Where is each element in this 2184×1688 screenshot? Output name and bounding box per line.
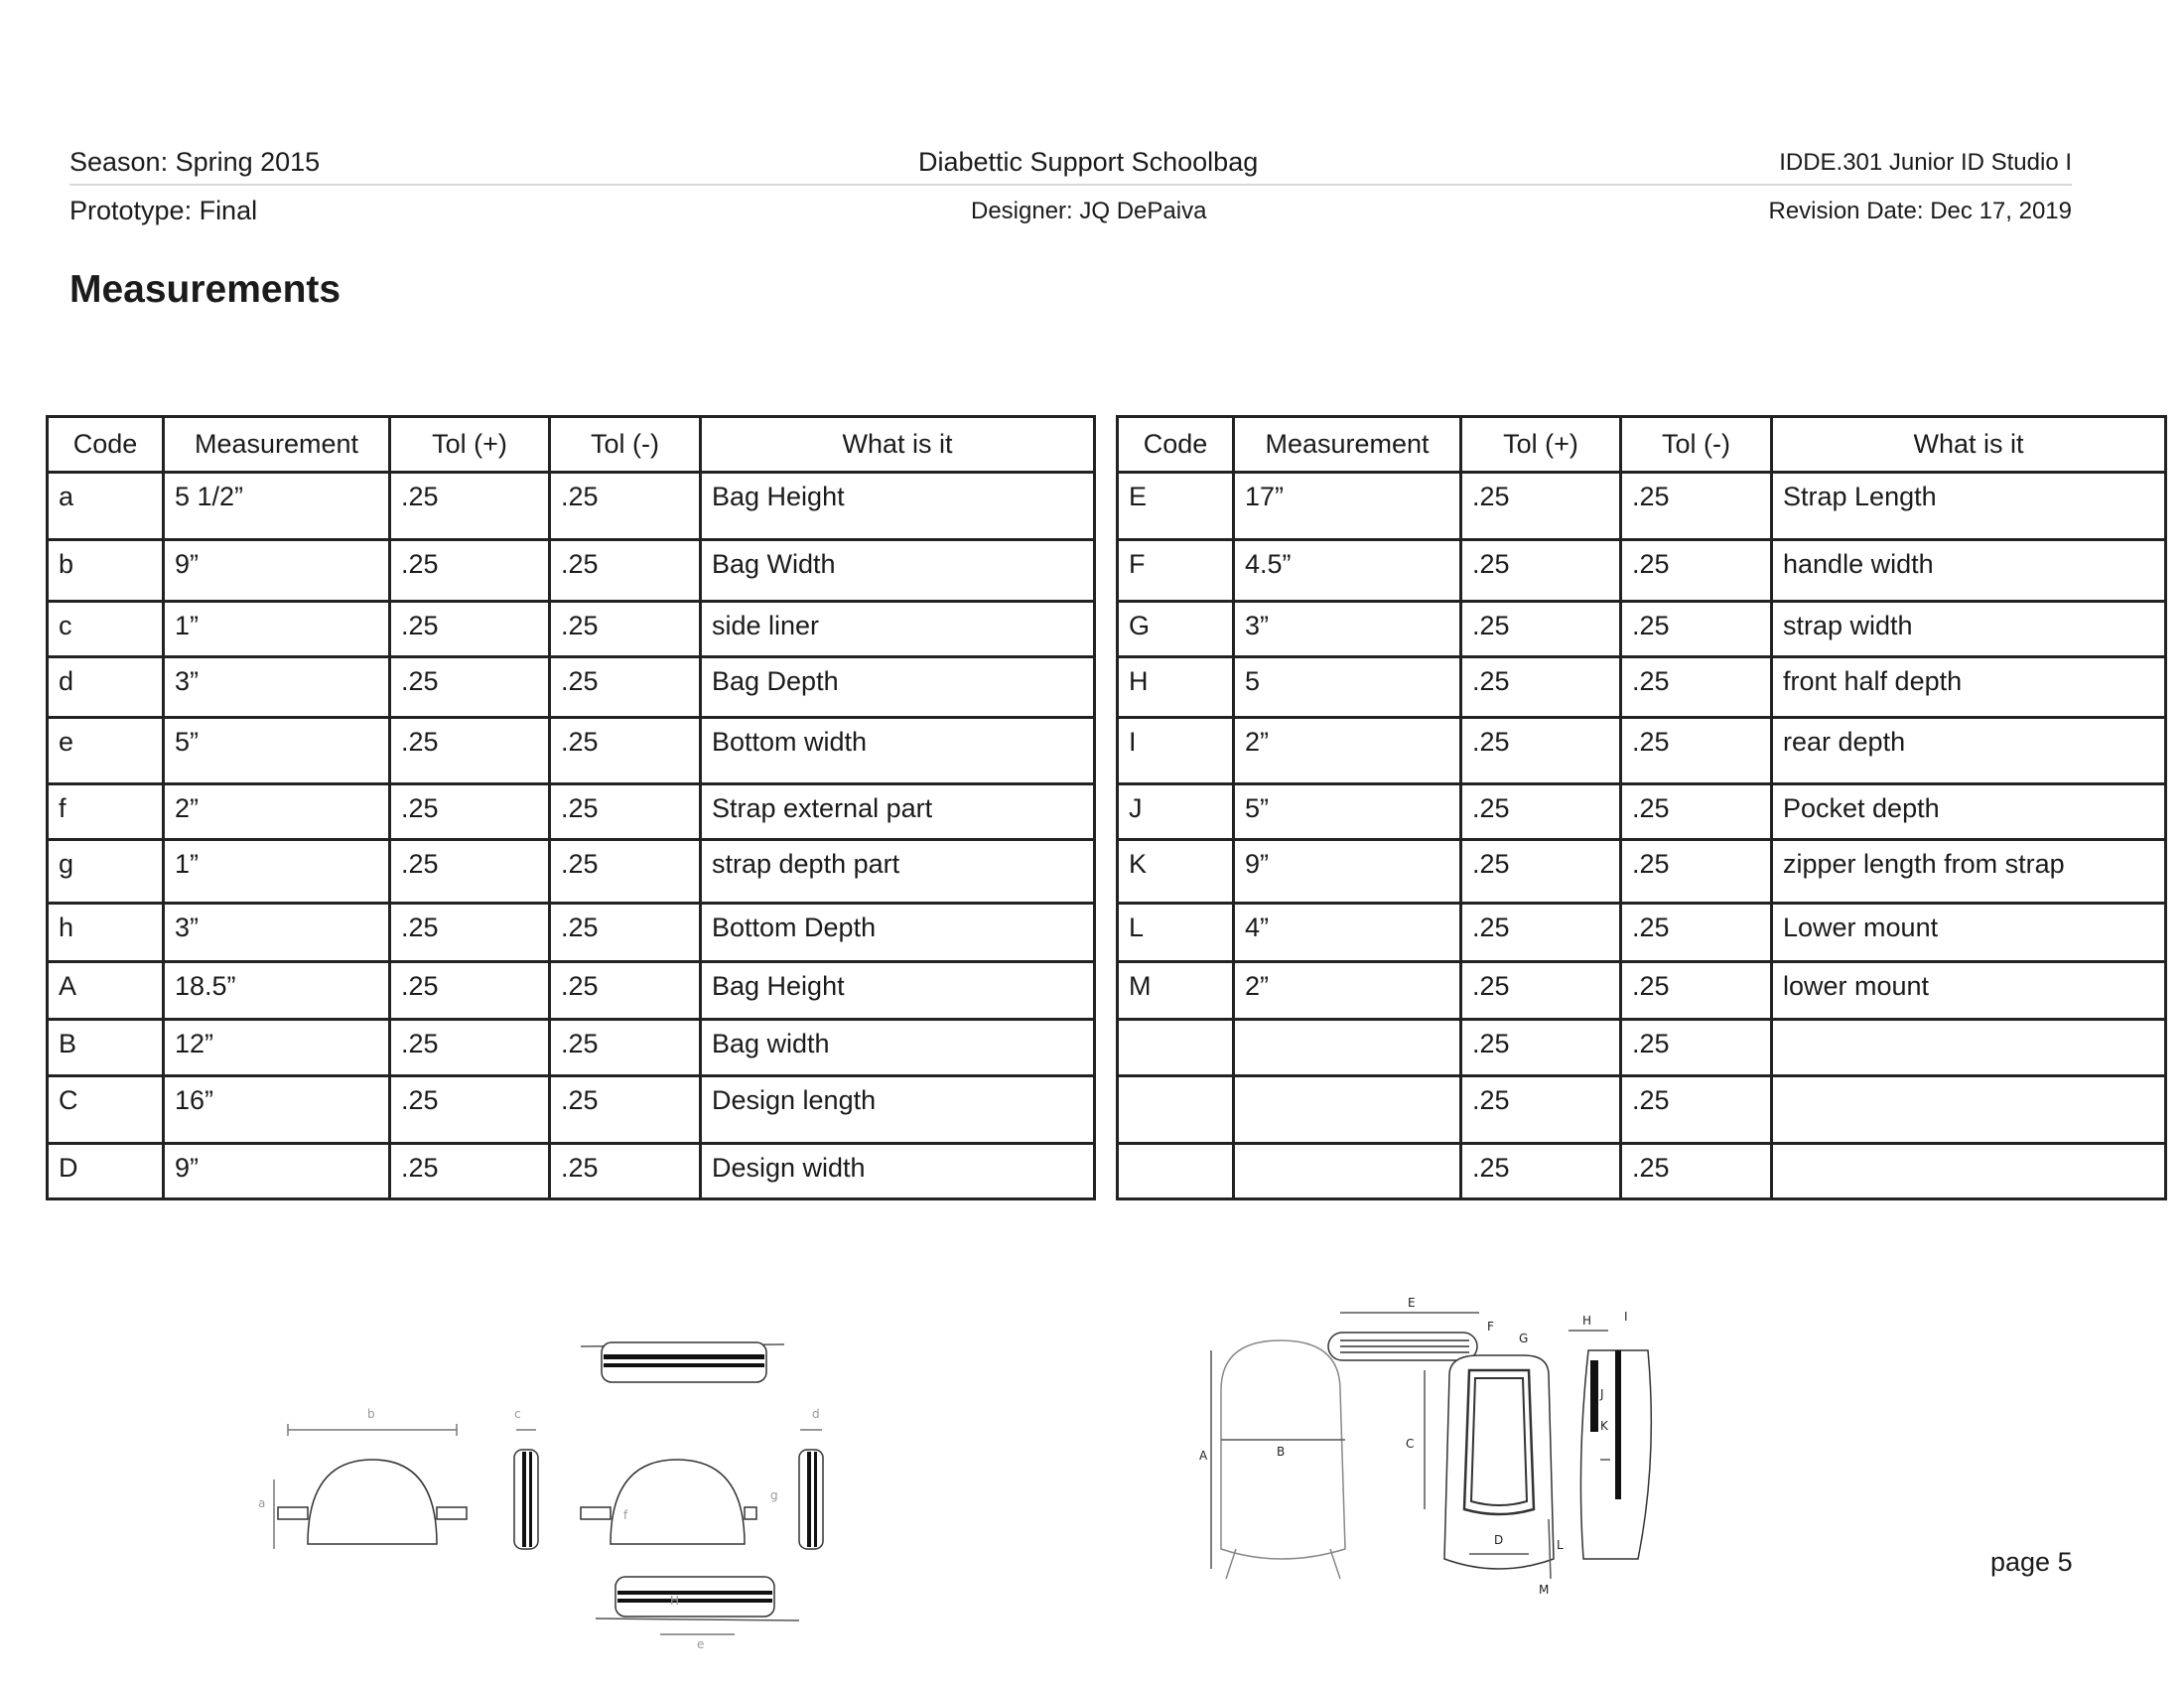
code-cell: g [48,840,164,904]
tol-plus-cell: .25 [1461,718,1621,784]
side-view [514,1430,538,1549]
dim-label-h: H [670,1594,680,1608]
measurement-cell: 18.5” [164,962,390,1020]
tol-minus-cell: .25 [1621,718,1772,784]
page-title: Measurements [69,268,341,311]
col-what-header: What is it [1772,417,2166,473]
dim-label-F: F [1487,1320,1494,1334]
tol-minus-cell: .25 [1621,840,1772,904]
col-code-header: Code [1118,417,1234,473]
tol-plus-cell: .25 [1461,657,1621,718]
col-measurement-header: Measurement [164,417,390,473]
tol-minus-cell: .25 [1621,962,1772,1020]
code-cell: K [1118,840,1234,904]
table-row [48,657,1095,718]
season-label: Season: Spring 2015 [69,147,321,177]
tol-minus-cell: .25 [550,1144,701,1199]
code-cell: B [48,1020,164,1076]
table-row [48,1020,1095,1076]
tol-plus-cell: .25 [390,657,550,718]
tol-plus-cell: .25 [390,840,550,904]
tol-plus-cell: .25 [1461,602,1621,657]
description-cell: Strap Length [1772,473,2166,540]
col-measurement-header: Measurement [1234,417,1461,473]
dim-label-H: H [1582,1314,1592,1328]
col-tol-plus-header: Tol (+) [1461,417,1621,473]
course-label: IDDE.301 Junior ID Studio I [1779,149,2072,176]
measurement-cell: 9” [164,1144,390,1199]
tol-plus-cell: .25 [1461,473,1621,540]
code-cell: G [1118,602,1234,657]
measurement-cell [1234,1144,1461,1199]
page-number: page 5 [1990,1547,2073,1577]
dim-label-M: M [1539,1583,1550,1597]
dim-label-g: g [770,1488,778,1502]
dim-label-L: L [1557,1538,1564,1552]
measurement-cell: 9” [1234,840,1461,904]
header-divider [69,184,2072,186]
code-cell: J [1118,784,1234,840]
table-row [1118,904,2166,962]
code-cell [1118,1076,1234,1144]
table-row [1118,1020,2166,1076]
tol-plus-cell: .25 [1461,540,1621,602]
back-with-straps-view [1425,1355,1554,1579]
col-tol-minus-header: Tol (-) [550,417,701,473]
back-view [581,1430,823,1549]
table-row [48,1144,1095,1199]
dim-label-c: c [514,1407,521,1421]
dim-label-I: I [1624,1310,1628,1324]
tol-plus-cell: .25 [1461,904,1621,962]
tol-minus-cell: .25 [550,962,701,1020]
tol-plus-cell: .25 [390,1076,550,1144]
dim-label-f: f [623,1508,628,1522]
table-row [1118,473,2166,540]
tol-minus-cell: .25 [550,784,701,840]
description-cell: Bag width [701,1020,1095,1076]
table-row [48,718,1095,784]
code-cell: L [1118,904,1234,962]
tol-plus-cell: .25 [390,1144,550,1199]
col-what-header: What is it [701,417,1095,473]
front-view [274,1424,467,1549]
description-cell: lower mount [1772,962,2166,1020]
measurement-cell: 5” [1234,784,1461,840]
table-row [1118,784,2166,840]
table-row [48,962,1095,1020]
side-profile-view [1569,1331,1651,1559]
tol-minus-cell: .25 [550,1076,701,1144]
description-cell: rear depth [1772,718,2166,784]
description-cell [1772,1144,2166,1199]
measurement-cell [1234,1020,1461,1076]
dim-label-b: b [367,1407,375,1421]
tol-minus-cell: .25 [550,904,701,962]
description-cell: Bottom Depth [701,904,1095,962]
tol-plus-cell: .25 [1461,1076,1621,1144]
tol-minus-cell: .25 [550,602,701,657]
backpack-technical-drawing [1181,1281,1757,1618]
code-cell [1118,1020,1234,1076]
dim-label-C: C [1406,1437,1415,1451]
designer-label: Designer: JQ DePaiva [971,198,1207,224]
tol-plus-cell: .25 [390,473,550,540]
code-cell: h [48,904,164,962]
description-cell: Lower mount [1772,904,2166,962]
code-cell: E [1118,473,1234,540]
table-row [1118,718,2166,784]
dim-label-d: d [812,1407,820,1421]
code-cell: A [48,962,164,1020]
description-cell: Bag Height [701,962,1095,1020]
dim-label-a: a [258,1496,266,1510]
tol-minus-cell: .25 [1621,904,1772,962]
measurement-cell: 5 1/2” [164,473,390,540]
description-cell: Bag Height [701,473,1095,540]
code-cell: I [1118,718,1234,784]
table-row [1118,1076,2166,1144]
tol-minus-cell: .25 [1621,540,1772,602]
table-row [1118,1144,2166,1199]
table-row [48,540,1095,602]
tol-minus-cell: .25 [550,840,701,904]
code-cell: D [48,1144,164,1199]
measurement-cell: 17” [1234,473,1461,540]
dim-label-G: G [1519,1332,1529,1345]
tol-minus-cell: .25 [1621,1144,1772,1199]
table-row [1118,840,2166,904]
tol-plus-cell: .25 [1461,784,1621,840]
description-cell: handle width [1772,540,2166,602]
dim-label-B: B [1277,1445,1286,1459]
code-cell: F [1118,540,1234,602]
measurement-cell: 2” [1234,962,1461,1020]
dim-label-J: J [1600,1387,1604,1401]
table-row [1118,657,2166,718]
tol-plus-cell: .25 [390,1020,550,1076]
tol-minus-cell: .25 [1621,657,1772,718]
measurement-cell: 4.5” [1234,540,1461,602]
table-row [1118,602,2166,657]
col-tol-minus-header: Tol (-) [1621,417,1772,473]
col-code-header: Code [48,417,164,473]
front-outline-view [1211,1340,1345,1579]
description-cell: front half depth [1772,657,2166,718]
description-cell [1772,1020,2166,1076]
table-row [48,602,1095,657]
description-cell: side liner [701,602,1095,657]
description-cell [1772,1076,2166,1144]
measurement-table-left [46,415,1096,1200]
table-row [48,784,1095,840]
table-row [48,840,1095,904]
tol-minus-cell: .25 [550,718,701,784]
measurement-cell: 9” [164,540,390,602]
measurement-cell: 5 [1234,657,1461,718]
measurement-cell: 16” [164,1076,390,1144]
description-cell: strap width [1772,602,2166,657]
tol-plus-cell: .25 [390,904,550,962]
tol-plus-cell: .25 [1461,962,1621,1020]
measurement-cell: 3” [1234,602,1461,657]
description-cell: Design length [701,1076,1095,1144]
dim-label-K: K [1600,1419,1608,1433]
dim-label-e: e [697,1637,705,1651]
tol-minus-cell: .25 [550,1020,701,1076]
measurement-cell: 4” [1234,904,1461,962]
code-cell: H [1118,657,1234,718]
measurement-cell: 2” [164,784,390,840]
tol-minus-cell: .25 [1621,602,1772,657]
table-row [48,904,1095,962]
dim-label-E: E [1408,1296,1416,1310]
code-cell: f [48,784,164,840]
description-cell: strap depth part [701,840,1095,904]
description-cell: Bag Depth [701,657,1095,718]
description-cell: Pocket depth [1772,784,2166,840]
tol-plus-cell: .25 [390,540,550,602]
top-view [581,1342,784,1382]
dim-label-A: A [1199,1449,1208,1463]
table-row [48,1076,1095,1144]
description-cell: Bottom width [701,718,1095,784]
tol-minus-cell: .25 [1621,473,1772,540]
description-cell: zipper length from strap [1772,840,2166,904]
table-row [1118,962,2166,1020]
description-cell: Bag Width [701,540,1095,602]
tol-plus-cell: .25 [390,718,550,784]
code-cell [1118,1144,1234,1199]
measurement-cell: 12” [164,1020,390,1076]
code-cell: C [48,1076,164,1144]
tol-minus-cell: .25 [1621,784,1772,840]
bottom-view [596,1577,799,1634]
prototype-label: Prototype: Final [69,196,258,225]
strap-view [1328,1313,1479,1360]
code-cell: a [48,473,164,540]
tol-plus-cell: .25 [1461,1020,1621,1076]
tol-plus-cell: .25 [390,602,550,657]
code-cell: c [48,602,164,657]
revision-date: Revision Date: Dec 17, 2019 [1768,198,2072,224]
table-header-row [48,417,1095,473]
description-cell: Strap external part [701,784,1095,840]
table-row [1118,540,2166,602]
tol-minus-cell: .25 [550,657,701,718]
measurement-cell: 5” [164,718,390,784]
table-row [48,473,1095,540]
col-tol-plus-header: Tol (+) [390,417,550,473]
code-cell: b [48,540,164,602]
code-cell: d [48,657,164,718]
description-cell: Design width [701,1144,1095,1199]
code-cell: M [1118,962,1234,1020]
measurement-cell: 2” [1234,718,1461,784]
tol-plus-cell: .25 [1461,840,1621,904]
tol-minus-cell: .25 [1621,1020,1772,1076]
tol-plus-cell: .25 [390,962,550,1020]
tol-plus-cell: .25 [390,784,550,840]
tol-minus-cell: .25 [550,473,701,540]
dim-label-D: D [1494,1533,1504,1547]
table-header-row [1118,417,2166,473]
code-cell: e [48,718,164,784]
project-title: Diabettic Support Schoolbag [918,147,1259,177]
measurement-cell: 1” [164,602,390,657]
tol-minus-cell: .25 [1621,1076,1772,1144]
measurement-cell: 3” [164,657,390,718]
measurement-cell [1234,1076,1461,1144]
measurement-cell: 1” [164,840,390,904]
tol-plus-cell: .25 [1461,1144,1621,1199]
measurement-cell: 3” [164,904,390,962]
measurement-table-right [1116,415,2167,1200]
small-bag-technical-drawing [248,1331,824,1658]
tol-minus-cell: .25 [550,540,701,602]
